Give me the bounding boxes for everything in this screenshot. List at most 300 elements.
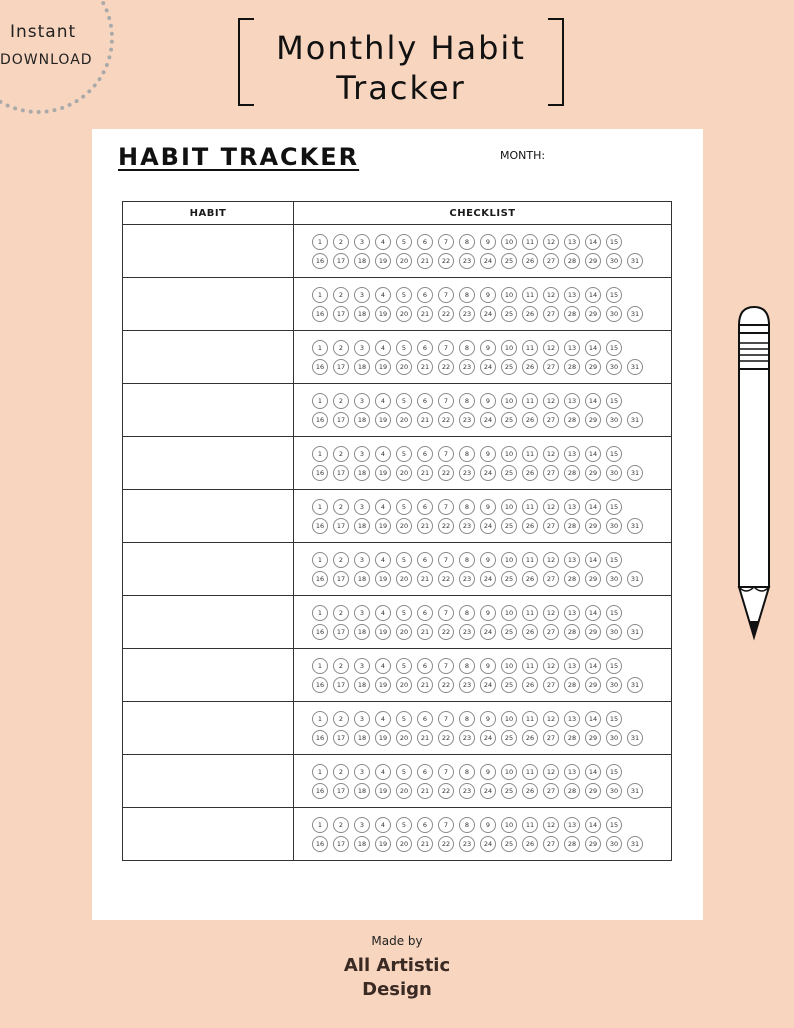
day-circle[interactable]: 29: [585, 571, 601, 587]
day-circle[interactable]: 14: [585, 446, 601, 462]
day-circle[interactable]: 5: [396, 552, 412, 568]
day-circle[interactable]: 20: [396, 412, 412, 428]
day-circle[interactable]: 10: [501, 340, 517, 356]
day-circle[interactable]: 31: [627, 306, 643, 322]
day-circle[interactable]: 28: [564, 836, 580, 852]
day-circle[interactable]: 17: [333, 359, 349, 375]
day-circle[interactable]: 24: [480, 306, 496, 322]
day-circle[interactable]: 5: [396, 499, 412, 515]
day-circle[interactable]: 19: [375, 306, 391, 322]
day-circle[interactable]: 7: [438, 764, 454, 780]
day-circle[interactable]: 22: [438, 518, 454, 534]
day-circle[interactable]: 28: [564, 412, 580, 428]
day-circle[interactable]: 6: [417, 552, 433, 568]
day-circle[interactable]: 7: [438, 287, 454, 303]
day-circle[interactable]: 16: [312, 783, 328, 799]
day-circle[interactable]: 1: [312, 764, 328, 780]
day-circle[interactable]: 29: [585, 783, 601, 799]
day-circle[interactable]: 7: [438, 711, 454, 727]
day-circle[interactable]: 28: [564, 359, 580, 375]
day-circle[interactable]: 6: [417, 764, 433, 780]
day-circle[interactable]: 11: [522, 234, 538, 250]
day-circle[interactable]: 26: [522, 624, 538, 640]
day-circle[interactable]: 4: [375, 658, 391, 674]
day-circle[interactable]: 2: [333, 340, 349, 356]
day-circle[interactable]: 22: [438, 783, 454, 799]
day-circle[interactable]: 13: [564, 340, 580, 356]
day-circle[interactable]: 21: [417, 412, 433, 428]
day-circle[interactable]: 26: [522, 306, 538, 322]
day-circle[interactable]: 12: [543, 605, 559, 621]
day-circle[interactable]: 14: [585, 499, 601, 515]
day-circle[interactable]: 5: [396, 340, 412, 356]
day-circle[interactable]: 13: [564, 817, 580, 833]
day-circle[interactable]: 16: [312, 412, 328, 428]
habit-name-cell[interactable]: [123, 384, 294, 437]
day-circle[interactable]: 19: [375, 571, 391, 587]
day-circle[interactable]: 8: [459, 658, 475, 674]
day-circle[interactable]: 23: [459, 571, 475, 587]
day-circle[interactable]: 13: [564, 764, 580, 780]
day-circle[interactable]: 22: [438, 624, 454, 640]
day-circle[interactable]: 13: [564, 446, 580, 462]
day-circle[interactable]: 4: [375, 499, 391, 515]
day-circle[interactable]: 31: [627, 836, 643, 852]
day-circle[interactable]: 30: [606, 253, 622, 269]
day-circle[interactable]: 13: [564, 287, 580, 303]
day-circle[interactable]: 6: [417, 499, 433, 515]
day-circle[interactable]: 16: [312, 730, 328, 746]
day-circle[interactable]: 8: [459, 393, 475, 409]
day-circle[interactable]: 29: [585, 677, 601, 693]
day-circle[interactable]: 30: [606, 677, 622, 693]
day-circle[interactable]: 1: [312, 658, 328, 674]
day-circle[interactable]: 4: [375, 287, 391, 303]
day-circle[interactable]: 27: [543, 518, 559, 534]
habit-name-cell[interactable]: [123, 543, 294, 596]
day-circle[interactable]: 30: [606, 306, 622, 322]
day-circle[interactable]: 15: [606, 234, 622, 250]
day-circle[interactable]: 15: [606, 817, 622, 833]
day-circle[interactable]: 21: [417, 783, 433, 799]
day-circle[interactable]: 9: [480, 764, 496, 780]
day-circle[interactable]: 24: [480, 730, 496, 746]
day-circle[interactable]: 25: [501, 306, 517, 322]
day-circle[interactable]: 14: [585, 234, 601, 250]
day-circle[interactable]: 14: [585, 817, 601, 833]
day-circle[interactable]: 8: [459, 499, 475, 515]
day-circle[interactable]: 20: [396, 730, 412, 746]
day-circle[interactable]: 16: [312, 624, 328, 640]
habit-name-cell[interactable]: [123, 437, 294, 490]
day-circle[interactable]: 9: [480, 552, 496, 568]
day-circle[interactable]: 22: [438, 730, 454, 746]
day-circle[interactable]: 1: [312, 817, 328, 833]
day-circle[interactable]: 3: [354, 446, 370, 462]
day-circle[interactable]: 31: [627, 730, 643, 746]
day-circle[interactable]: 22: [438, 465, 454, 481]
day-circle[interactable]: 4: [375, 605, 391, 621]
day-circle[interactable]: 17: [333, 253, 349, 269]
day-circle[interactable]: 6: [417, 340, 433, 356]
day-circle[interactable]: 25: [501, 465, 517, 481]
day-circle[interactable]: 7: [438, 234, 454, 250]
day-circle[interactable]: 29: [585, 518, 601, 534]
day-circle[interactable]: 25: [501, 677, 517, 693]
day-circle[interactable]: 23: [459, 412, 475, 428]
day-circle[interactable]: 27: [543, 783, 559, 799]
day-circle[interactable]: 20: [396, 518, 412, 534]
day-circle[interactable]: 17: [333, 730, 349, 746]
day-circle[interactable]: 21: [417, 359, 433, 375]
day-circle[interactable]: 27: [543, 677, 559, 693]
day-circle[interactable]: 23: [459, 518, 475, 534]
day-circle[interactable]: 17: [333, 624, 349, 640]
day-circle[interactable]: 30: [606, 624, 622, 640]
day-circle[interactable]: 2: [333, 446, 349, 462]
day-circle[interactable]: 9: [480, 287, 496, 303]
day-circle[interactable]: 17: [333, 836, 349, 852]
day-circle[interactable]: 27: [543, 412, 559, 428]
day-circle[interactable]: 20: [396, 465, 412, 481]
day-circle[interactable]: 29: [585, 836, 601, 852]
day-circle[interactable]: 19: [375, 518, 391, 534]
day-circle[interactable]: 24: [480, 518, 496, 534]
day-circle[interactable]: 9: [480, 499, 496, 515]
day-circle[interactable]: 24: [480, 783, 496, 799]
day-circle[interactable]: 29: [585, 730, 601, 746]
day-circle[interactable]: 8: [459, 605, 475, 621]
day-circle[interactable]: 28: [564, 624, 580, 640]
day-circle[interactable]: 12: [543, 817, 559, 833]
day-circle[interactable]: 30: [606, 836, 622, 852]
day-circle[interactable]: 29: [585, 359, 601, 375]
day-circle[interactable]: 5: [396, 393, 412, 409]
day-circle[interactable]: 19: [375, 253, 391, 269]
day-circle[interactable]: 14: [585, 658, 601, 674]
day-circle[interactable]: 26: [522, 412, 538, 428]
day-circle[interactable]: 21: [417, 306, 433, 322]
day-circle[interactable]: 23: [459, 253, 475, 269]
day-circle[interactable]: 5: [396, 287, 412, 303]
day-circle[interactable]: 24: [480, 836, 496, 852]
day-circle[interactable]: 2: [333, 234, 349, 250]
day-circle[interactable]: 11: [522, 817, 538, 833]
day-circle[interactable]: 14: [585, 393, 601, 409]
day-circle[interactable]: 14: [585, 552, 601, 568]
day-circle[interactable]: 6: [417, 446, 433, 462]
day-circle[interactable]: 25: [501, 412, 517, 428]
day-circle[interactable]: 18: [354, 412, 370, 428]
day-circle[interactable]: 12: [543, 446, 559, 462]
day-circle[interactable]: 18: [354, 253, 370, 269]
day-circle[interactable]: 23: [459, 465, 475, 481]
day-circle[interactable]: 28: [564, 253, 580, 269]
day-circle[interactable]: 13: [564, 711, 580, 727]
day-circle[interactable]: 30: [606, 730, 622, 746]
day-circle[interactable]: 14: [585, 711, 601, 727]
day-circle[interactable]: 3: [354, 658, 370, 674]
day-circle[interactable]: 9: [480, 234, 496, 250]
day-circle[interactable]: 28: [564, 783, 580, 799]
day-circle[interactable]: 2: [333, 552, 349, 568]
day-circle[interactable]: 3: [354, 234, 370, 250]
day-circle[interactable]: 18: [354, 359, 370, 375]
day-circle[interactable]: 30: [606, 412, 622, 428]
day-circle[interactable]: 18: [354, 518, 370, 534]
day-circle[interactable]: 13: [564, 552, 580, 568]
day-circle[interactable]: 29: [585, 306, 601, 322]
day-circle[interactable]: 26: [522, 677, 538, 693]
day-circle[interactable]: 4: [375, 817, 391, 833]
day-circle[interactable]: 2: [333, 393, 349, 409]
day-circle[interactable]: 27: [543, 836, 559, 852]
day-circle[interactable]: 14: [585, 605, 601, 621]
day-circle[interactable]: 19: [375, 412, 391, 428]
day-circle[interactable]: 21: [417, 253, 433, 269]
day-circle[interactable]: 11: [522, 711, 538, 727]
day-circle[interactable]: 27: [543, 359, 559, 375]
day-circle[interactable]: 14: [585, 287, 601, 303]
day-circle[interactable]: 31: [627, 412, 643, 428]
day-circle[interactable]: 23: [459, 836, 475, 852]
day-circle[interactable]: 28: [564, 677, 580, 693]
day-circle[interactable]: 12: [543, 711, 559, 727]
day-circle[interactable]: 11: [522, 658, 538, 674]
day-circle[interactable]: 16: [312, 253, 328, 269]
day-circle[interactable]: 5: [396, 764, 412, 780]
day-circle[interactable]: 16: [312, 306, 328, 322]
day-circle[interactable]: 9: [480, 711, 496, 727]
day-circle[interactable]: 22: [438, 677, 454, 693]
day-circle[interactable]: 6: [417, 817, 433, 833]
day-circle[interactable]: 13: [564, 658, 580, 674]
day-circle[interactable]: 8: [459, 817, 475, 833]
day-circle[interactable]: 15: [606, 499, 622, 515]
day-circle[interactable]: 3: [354, 711, 370, 727]
day-circle[interactable]: 5: [396, 658, 412, 674]
day-circle[interactable]: 22: [438, 306, 454, 322]
day-circle[interactable]: 2: [333, 711, 349, 727]
day-circle[interactable]: 13: [564, 605, 580, 621]
day-circle[interactable]: 30: [606, 571, 622, 587]
day-circle[interactable]: 13: [564, 234, 580, 250]
day-circle[interactable]: 1: [312, 605, 328, 621]
day-circle[interactable]: 15: [606, 552, 622, 568]
day-circle[interactable]: 31: [627, 518, 643, 534]
day-circle[interactable]: 15: [606, 287, 622, 303]
day-circle[interactable]: 3: [354, 499, 370, 515]
habit-name-cell[interactable]: [123, 808, 294, 861]
day-circle[interactable]: 7: [438, 658, 454, 674]
day-circle[interactable]: 19: [375, 677, 391, 693]
day-circle[interactable]: 6: [417, 605, 433, 621]
day-circle[interactable]: 12: [543, 393, 559, 409]
day-circle[interactable]: 16: [312, 571, 328, 587]
day-circle[interactable]: 15: [606, 711, 622, 727]
day-circle[interactable]: 26: [522, 518, 538, 534]
day-circle[interactable]: 18: [354, 836, 370, 852]
day-circle[interactable]: 15: [606, 393, 622, 409]
day-circle[interactable]: 5: [396, 817, 412, 833]
day-circle[interactable]: 26: [522, 465, 538, 481]
day-circle[interactable]: 16: [312, 518, 328, 534]
day-circle[interactable]: 28: [564, 518, 580, 534]
day-circle[interactable]: 7: [438, 340, 454, 356]
day-circle[interactable]: 7: [438, 552, 454, 568]
day-circle[interactable]: 8: [459, 340, 475, 356]
day-circle[interactable]: 7: [438, 605, 454, 621]
day-circle[interactable]: 16: [312, 359, 328, 375]
day-circle[interactable]: 18: [354, 306, 370, 322]
day-circle[interactable]: 23: [459, 359, 475, 375]
day-circle[interactable]: 12: [543, 234, 559, 250]
day-circle[interactable]: 29: [585, 253, 601, 269]
day-circle[interactable]: 28: [564, 571, 580, 587]
day-circle[interactable]: 3: [354, 287, 370, 303]
day-circle[interactable]: 6: [417, 711, 433, 727]
day-circle[interactable]: 11: [522, 446, 538, 462]
day-circle[interactable]: 11: [522, 340, 538, 356]
day-circle[interactable]: 24: [480, 677, 496, 693]
day-circle[interactable]: 20: [396, 359, 412, 375]
day-circle[interactable]: 18: [354, 465, 370, 481]
habit-name-cell[interactable]: [123, 225, 294, 278]
day-circle[interactable]: 18: [354, 730, 370, 746]
day-circle[interactable]: 26: [522, 836, 538, 852]
day-circle[interactable]: 3: [354, 764, 370, 780]
day-circle[interactable]: 14: [585, 340, 601, 356]
day-circle[interactable]: 5: [396, 711, 412, 727]
day-circle[interactable]: 1: [312, 393, 328, 409]
day-circle[interactable]: 18: [354, 677, 370, 693]
day-circle[interactable]: 10: [501, 817, 517, 833]
day-circle[interactable]: 11: [522, 499, 538, 515]
day-circle[interactable]: 23: [459, 624, 475, 640]
day-circle[interactable]: 13: [564, 393, 580, 409]
day-circle[interactable]: 17: [333, 518, 349, 534]
day-circle[interactable]: 4: [375, 552, 391, 568]
day-circle[interactable]: 31: [627, 253, 643, 269]
day-circle[interactable]: 12: [543, 764, 559, 780]
day-circle[interactable]: 24: [480, 412, 496, 428]
day-circle[interactable]: 16: [312, 836, 328, 852]
day-circle[interactable]: 9: [480, 817, 496, 833]
day-circle[interactable]: 11: [522, 605, 538, 621]
day-circle[interactable]: 1: [312, 711, 328, 727]
day-circle[interactable]: 10: [501, 658, 517, 674]
habit-name-cell[interactable]: [123, 490, 294, 543]
day-circle[interactable]: 24: [480, 624, 496, 640]
day-circle[interactable]: 9: [480, 446, 496, 462]
day-circle[interactable]: 17: [333, 306, 349, 322]
day-circle[interactable]: 29: [585, 624, 601, 640]
day-circle[interactable]: 1: [312, 446, 328, 462]
day-circle[interactable]: 7: [438, 817, 454, 833]
day-circle[interactable]: 26: [522, 783, 538, 799]
day-circle[interactable]: 12: [543, 552, 559, 568]
day-circle[interactable]: 31: [627, 783, 643, 799]
day-circle[interactable]: 14: [585, 764, 601, 780]
day-circle[interactable]: 22: [438, 836, 454, 852]
day-circle[interactable]: 1: [312, 499, 328, 515]
day-circle[interactable]: 4: [375, 711, 391, 727]
day-circle[interactable]: 30: [606, 783, 622, 799]
day-circle[interactable]: 8: [459, 234, 475, 250]
day-circle[interactable]: 25: [501, 518, 517, 534]
day-circle[interactable]: 16: [312, 677, 328, 693]
day-circle[interactable]: 2: [333, 817, 349, 833]
day-circle[interactable]: 9: [480, 658, 496, 674]
day-circle[interactable]: 6: [417, 234, 433, 250]
day-circle[interactable]: 30: [606, 518, 622, 534]
day-circle[interactable]: 10: [501, 764, 517, 780]
day-circle[interactable]: 24: [480, 465, 496, 481]
day-circle[interactable]: 2: [333, 499, 349, 515]
day-circle[interactable]: 24: [480, 571, 496, 587]
day-circle[interactable]: 1: [312, 340, 328, 356]
day-circle[interactable]: 27: [543, 253, 559, 269]
day-circle[interactable]: 19: [375, 359, 391, 375]
day-circle[interactable]: 17: [333, 465, 349, 481]
day-circle[interactable]: 6: [417, 287, 433, 303]
day-circle[interactable]: 8: [459, 287, 475, 303]
day-circle[interactable]: 13: [564, 499, 580, 515]
day-circle[interactable]: 27: [543, 571, 559, 587]
day-circle[interactable]: 20: [396, 624, 412, 640]
day-circle[interactable]: 4: [375, 234, 391, 250]
day-circle[interactable]: 4: [375, 446, 391, 462]
habit-name-cell[interactable]: [123, 331, 294, 384]
day-circle[interactable]: 27: [543, 306, 559, 322]
day-circle[interactable]: 17: [333, 412, 349, 428]
day-circle[interactable]: 18: [354, 783, 370, 799]
day-circle[interactable]: 20: [396, 783, 412, 799]
day-circle[interactable]: 7: [438, 446, 454, 462]
day-circle[interactable]: 11: [522, 552, 538, 568]
day-circle[interactable]: 25: [501, 836, 517, 852]
day-circle[interactable]: 28: [564, 730, 580, 746]
day-circle[interactable]: 5: [396, 446, 412, 462]
day-circle[interactable]: 1: [312, 234, 328, 250]
day-circle[interactable]: 9: [480, 393, 496, 409]
day-circle[interactable]: 11: [522, 393, 538, 409]
day-circle[interactable]: 7: [438, 393, 454, 409]
day-circle[interactable]: 17: [333, 571, 349, 587]
day-circle[interactable]: 8: [459, 764, 475, 780]
day-circle[interactable]: 9: [480, 340, 496, 356]
day-circle[interactable]: 21: [417, 730, 433, 746]
day-circle[interactable]: 15: [606, 340, 622, 356]
day-circle[interactable]: 8: [459, 552, 475, 568]
day-circle[interactable]: 21: [417, 677, 433, 693]
day-circle[interactable]: 27: [543, 465, 559, 481]
day-circle[interactable]: 15: [606, 446, 622, 462]
day-circle[interactable]: 16: [312, 465, 328, 481]
day-circle[interactable]: 31: [627, 624, 643, 640]
day-circle[interactable]: 3: [354, 552, 370, 568]
day-circle[interactable]: 29: [585, 412, 601, 428]
day-circle[interactable]: 25: [501, 624, 517, 640]
day-circle[interactable]: 12: [543, 287, 559, 303]
day-circle[interactable]: 19: [375, 465, 391, 481]
day-circle[interactable]: 24: [480, 253, 496, 269]
day-circle[interactable]: 10: [501, 552, 517, 568]
day-circle[interactable]: 27: [543, 730, 559, 746]
day-circle[interactable]: 23: [459, 783, 475, 799]
day-circle[interactable]: 23: [459, 306, 475, 322]
day-circle[interactable]: 5: [396, 234, 412, 250]
